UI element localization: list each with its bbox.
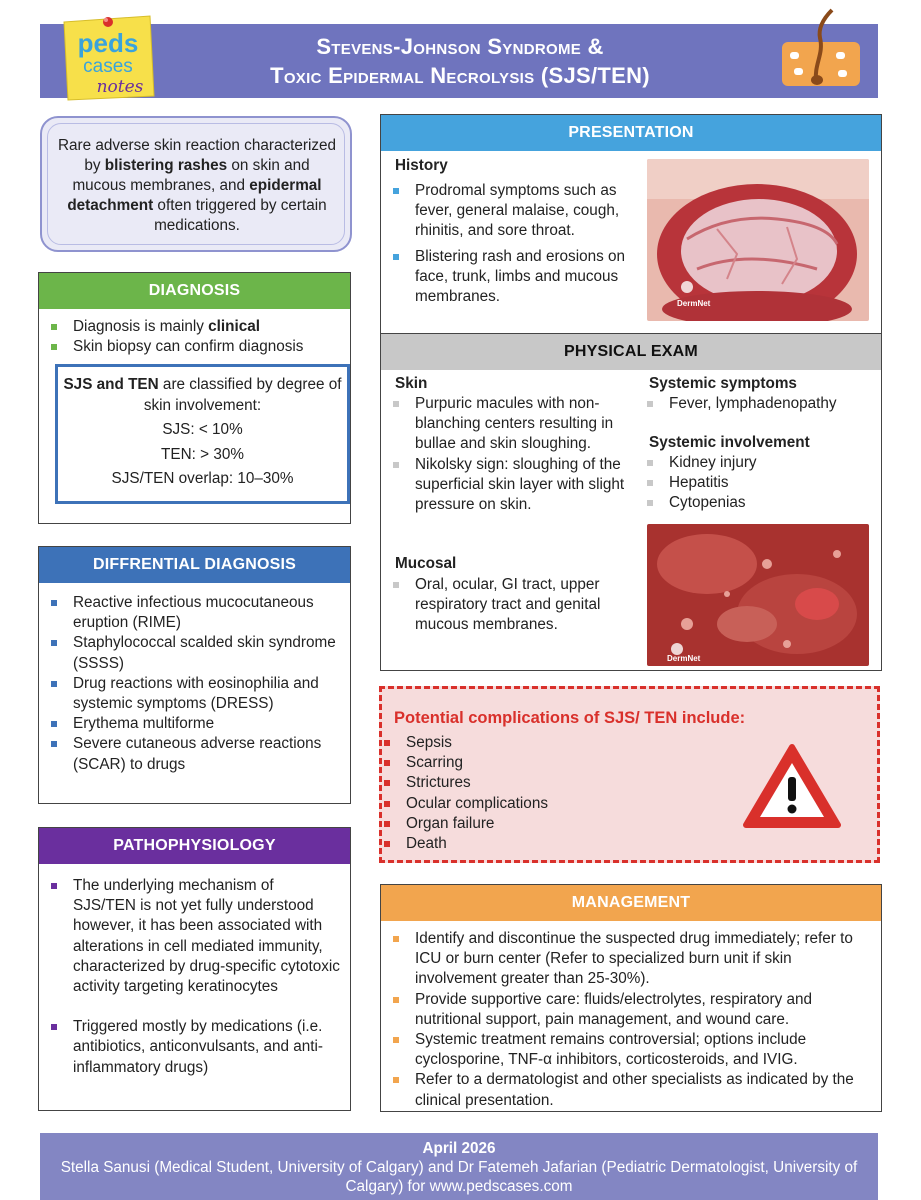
list-item: Oral, ocular, GI tract, upper respiratory tract and genital mucous membranes.	[381, 575, 631, 636]
complications-warning-box	[379, 686, 880, 863]
skin-sloughing-photo	[647, 524, 869, 666]
skin-subheading: Skin	[395, 375, 428, 392]
list-item: Identify and discontinue the suspected drug immediately; refer to ICU or burn center (Refer to specialized burn unit if skin involvement greater than 25-30%).	[381, 929, 867, 990]
patho-heading: PATHOPHYSIOLOGY	[39, 828, 350, 864]
list-item: Reactive infectious mucocutaneous eruption (RIME)	[39, 593, 350, 633]
diagnosis-item-text: Diagnosis is mainly	[73, 318, 209, 335]
list-item	[39, 317, 350, 337]
intro-bold-term: blistering rashes	[104, 157, 228, 174]
systemic-involvement-subheading: Systemic involvement	[649, 434, 810, 451]
classification-box	[55, 364, 350, 504]
diagnosis-heading: DIAGNOSIS	[39, 273, 350, 309]
complications-list	[372, 733, 672, 854]
diagnosis-list	[39, 317, 350, 357]
complications-heading: Potential complications of SJS/ TEN include:	[394, 709, 746, 727]
overlap-threshold: SJS/TEN overlap: 10–30%	[111, 470, 294, 487]
patho-box	[38, 827, 351, 1111]
skin-list	[381, 394, 631, 515]
oral-mucosa-photo	[647, 159, 869, 321]
list-item: Triggered mostly by medications (i.e. antibiotics, anticonvulsants, and anti-inflammatory drugs)	[39, 1017, 350, 1078]
list-item: Kidney injury	[635, 453, 880, 473]
list-item: Skin biopsy can confirm diagnosis	[39, 337, 350, 357]
differential-list	[39, 593, 350, 775]
mouth-lesions-image	[647, 159, 869, 321]
list-item: Scarring	[372, 753, 672, 773]
list-item: Systemic treatment remains controversial; options include cyclosporine, TNF-α inhibitors, corticosteroids, and IVIG.	[381, 1030, 867, 1070]
list-item: Organ failure	[372, 814, 672, 834]
logo-word-1: peds	[77, 28, 139, 58]
mucosal-list	[381, 575, 631, 636]
sjs-threshold: SJS: < 10%	[162, 421, 243, 438]
footer-credits: Stella Sanusi (Medical Student, University of Calgary) and Dr Fatemeh Jafarian (Pediatric Dermatologist, University of Calgary) for www.pedscases.com	[60, 1159, 858, 1195]
intro-text-part: often triggered by certain medications.	[153, 197, 327, 234]
classification-bold: SJS and TEN	[63, 376, 159, 393]
list-item: Prodromal symptoms such as fever, general malaise, cough, rhinitis, and sore throat.	[381, 181, 631, 242]
management-heading: MANAGEMENT	[381, 885, 881, 921]
intro-bold-term: epidermal detachment	[67, 177, 322, 214]
photo-watermark: DermNet	[677, 299, 711, 308]
intro-text-part: Rare adverse skin reaction characterized by	[57, 137, 337, 174]
logo-word-2: cases	[83, 56, 133, 77]
list-item: Nikolsky sign: sloughing of the superficial skin layer with slight pressure on skin.	[381, 455, 631, 516]
exam-heading: PHYSICAL EXAM	[381, 334, 881, 370]
title-line-2: Toxic Epidermal Necrolysis (SJS/TEN)	[270, 63, 650, 88]
systemic-symptoms-subheading: Systemic symptoms	[649, 375, 797, 392]
list-item: Fever, lymphadenopathy	[635, 394, 880, 414]
list-item: Blistering rash and erosions on face, trunk, limbs and mucous membranes.	[381, 247, 631, 308]
list-item: Sepsis	[372, 733, 672, 753]
title-line-1: Stevens-Johnson Syndrome &	[316, 34, 604, 59]
list-item: Cytopenias	[635, 493, 880, 513]
diagnosis-item-bold: clinical	[208, 318, 261, 335]
warning-triangle-icon	[742, 741, 842, 831]
skin-lesions-image	[647, 524, 869, 666]
exam-box	[380, 333, 882, 671]
intro-text	[56, 136, 338, 236]
skin-hair-follicle-icon	[780, 8, 862, 88]
list-item: Drug reactions with eosinophilia and systemic symptoms (DRESS)	[39, 674, 350, 714]
systemic-involvement-list	[635, 453, 880, 514]
page-title	[160, 32, 760, 90]
history-subheading: History	[395, 157, 448, 174]
presentation-heading: PRESENTATION	[381, 115, 881, 151]
list-item: Hepatitis	[635, 473, 880, 493]
intro-callout	[40, 116, 352, 252]
pedscases-notes-logo	[58, 12, 158, 102]
patho-list	[39, 876, 350, 1078]
differential-box	[38, 546, 351, 804]
intro-text-part: on skin and mucous membranes, and	[72, 157, 310, 194]
systemic-symptoms-list	[635, 394, 880, 414]
list-item: Ocular complications	[372, 794, 672, 814]
classification-rest: are classified by degree of skin involvement:	[143, 376, 342, 414]
mucosal-subheading: Mucosal	[395, 555, 457, 572]
classification-text	[58, 375, 347, 416]
list-item: Purpuric macules with non-blanching centers resulting in bullae and skin sloughing.	[381, 394, 631, 455]
header-banner	[40, 24, 878, 98]
list-item: Erythema multiforme	[39, 714, 350, 734]
list-item: Strictures	[372, 773, 672, 793]
management-box	[380, 884, 882, 1112]
list-item: Staphylococcal scalded skin syndrome (SSSS)	[39, 633, 350, 673]
ten-threshold: TEN: > 30%	[161, 445, 244, 463]
logo-word-3: notes	[96, 77, 144, 97]
diagnosis-box	[38, 272, 351, 524]
list-item: Death	[372, 834, 672, 854]
footer-date: April 2026	[422, 1140, 496, 1157]
differential-heading: DIFFRENTIAL DIAGNOSIS	[39, 547, 350, 583]
list-item: Provide supportive care: fluids/electrolytes, respiratory and nutritional support, pain management, and wound care.	[381, 990, 867, 1030]
list-item: The underlying mechanism of SJS/TEN is not yet fully understood however, it has been associated with alterations in cell mediated immunity, characterized by drug-specific cytotoxic activity targeting keratinocytes	[39, 876, 350, 997]
presentation-box	[380, 114, 882, 334]
list-item: Severe cutaneous adverse reactions (SCAR) to drugs	[39, 734, 350, 774]
history-list	[381, 181, 631, 307]
list-item: Refer to a dermatologist and other specialists as indicated by the clinical presentation.	[381, 1070, 867, 1110]
footer	[40, 1133, 878, 1200]
photo-watermark: DermNet	[667, 654, 701, 663]
management-list	[381, 929, 881, 1111]
